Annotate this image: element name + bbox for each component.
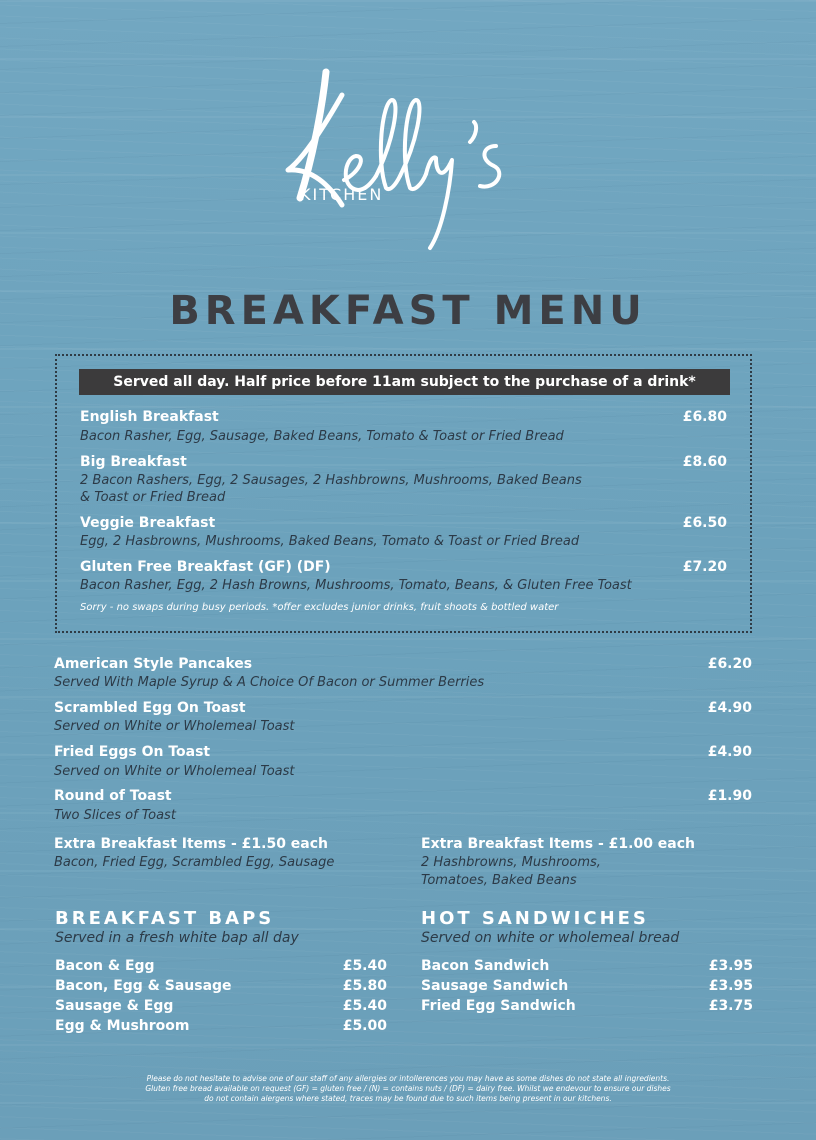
sandwich-item-price: £3.95 [708, 978, 753, 994]
extras-title: Extra Breakfast Items - £1.50 each [54, 836, 329, 852]
menu-item-description: Two Slices of Toast [54, 808, 176, 823]
baps-section-title: BREAKFAST BAPS [55, 908, 275, 929]
sandwiches-section-subtitle: Served on white or wholemeal bread [421, 930, 680, 946]
bap-item-name: Egg & Mushroom [55, 1018, 190, 1034]
menu-item-price: £1.90 [707, 788, 752, 804]
menu-item-price: £6.80 [682, 409, 727, 425]
menu-item-name: Scrambled Egg On Toast [54, 700, 246, 716]
menu-item-name: American Style Pancakes [54, 656, 253, 672]
extras-list-continued: Tomatoes, Baked Beans [421, 873, 577, 888]
sandwich-item-price: £3.95 [708, 958, 753, 974]
menu-item-description: 2 Bacon Rashers, Egg, 2 Sausages, 2 Hashbrowns, Mushrooms, Baked Beans [80, 473, 582, 488]
menu-item-price: £6.50 [682, 515, 727, 531]
menu-item-price: £6.20 [707, 656, 752, 672]
extras-list: Bacon, Fried Egg, Scrambled Egg, Sausage [54, 855, 335, 870]
footer-line: Gluten free bread available on request (GF) = gluten free / (N) = contains nuts / (DF) = dairy free. Whilst we endevour to ensure our dishes [145, 1084, 671, 1093]
sandwich-item-price: £3.75 [708, 998, 753, 1014]
bap-item-name: Sausage & Egg [55, 998, 174, 1014]
sandwich-item-name: Fried Egg Sandwich [421, 998, 576, 1014]
bap-item-name: Bacon & Egg [55, 958, 155, 974]
menu-item-price: £4.90 [707, 700, 752, 716]
footer-line: Please do not hesitate to advise one of our staff of any allergies or intollerences you may have as some dishes do not state all ingredients. [146, 1074, 670, 1083]
menu-item-description: Bacon Rasher, Egg, 2 Hash Browns, Mushrooms, Tomato, Beans, & Gluten Free Toast [80, 578, 632, 593]
menu-item-price: £7.20 [682, 559, 727, 575]
baps-section-subtitle: Served in a fresh white bap all day [55, 930, 299, 946]
menu-item-description: Served on White or Wholemeal Toast [54, 719, 295, 734]
sandwich-item-name: Bacon Sandwich [421, 958, 550, 974]
menu-item-price: £4.90 [707, 744, 752, 760]
extras-title: Extra Breakfast Items - £1.00 each [421, 836, 696, 852]
bap-item-price: £5.40 [342, 998, 387, 1014]
menu-item-description: Bacon Rasher, Egg, Sausage, Baked Beans, Tomato & Toast or Fried Bread [80, 429, 564, 444]
sandwich-item-name: Sausage Sandwich [421, 978, 569, 994]
menu-item-price: £8.60 [682, 454, 727, 470]
sandwiches-section-title: HOT SANDWICHES [421, 908, 649, 929]
menu-item-description: Egg, 2 Hasbrowns, Mushrooms, Baked Beans, Tomato & Toast or Fried Bread [80, 534, 580, 549]
boxed-note: Sorry - no swaps during busy periods. *offer excludes junior drinks, fruit shoots & bottled water [80, 602, 559, 613]
menu-item-description: Served With Maple Syrup & A Choice Of Bacon or Summer Berries [54, 675, 485, 690]
menu-item-name: Fried Eggs On Toast [54, 744, 211, 760]
extras-list: 2 Hashbrowns, Mushrooms, [421, 855, 601, 870]
served-all-day-banner: Served all day. Half price before 11am subject to the purchase of a drink* [79, 369, 730, 395]
bap-item-price: £5.80 [342, 978, 387, 994]
kellys-logo [282, 60, 532, 260]
menu-item-description: Served on White or Wholemeal Toast [54, 764, 295, 779]
bap-item-name: Bacon, Egg & Sausage [55, 978, 232, 994]
bap-item-price: £5.40 [342, 958, 387, 974]
allergen-footer [0, 1074, 816, 1104]
menu-item-name: English Breakfast [80, 409, 219, 425]
menu-item-name: Big Breakfast [80, 454, 187, 470]
menu-item-name: Round of Toast [54, 788, 172, 804]
menu-item-name: Gluten Free Breakfast (GF) (DF) [80, 559, 331, 575]
logo-subtitle: KITCHEN [300, 185, 384, 204]
page-title: BREAKFAST MENU [169, 288, 647, 334]
menu-item-description-continued: & Toast or Fried Bread [80, 490, 226, 505]
footer-line: do not contain alergens where stated, traces may be found due to such items being present in our kitchens. [204, 1094, 612, 1103]
menu-item-name: Veggie Breakfast [80, 515, 216, 531]
bap-item-price: £5.00 [342, 1018, 387, 1034]
